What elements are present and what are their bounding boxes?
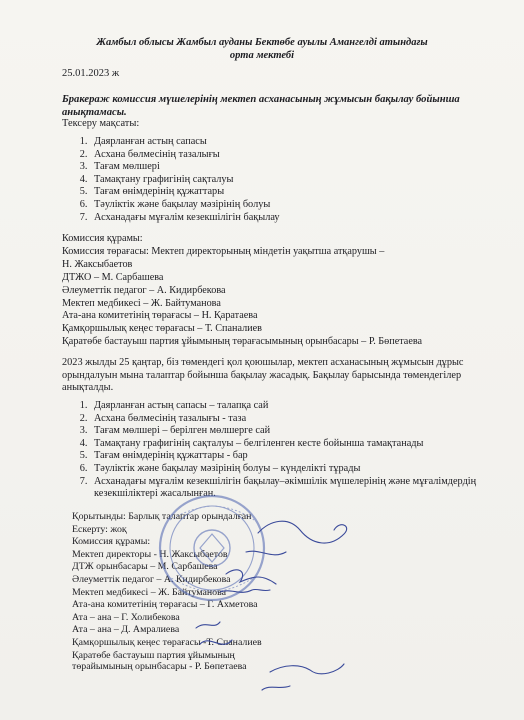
finding-item: 7. Асханадағы мұғалім кезекшілігін бақылау–әкімшілік мүшелерінің және мұғалімдердің кезекшіліктері жасалынған.: [90, 476, 524, 501]
finding-item: 5. Тағам өнімдерінің құжаттары - бар: [90, 450, 524, 463]
goal-item: 2. Асхана бөлмесінің тазалығы: [90, 149, 280, 162]
member-line: ДТЖ орынбасары – М. Сарбашева: [72, 561, 218, 573]
finding-item: 1. Даярланған астың сапасы – талапқа сай: [90, 400, 524, 413]
handwritten-signatures-icon: [196, 521, 347, 690]
commission-line: Ата-ана комитетінің төрағасы – Н. Қаратаева: [62, 310, 258, 322]
conclusion-line: Қорытынды: Барлық талаптар орындалған: [72, 511, 252, 522]
commission-line: Қамқоршылық кеңес төрағасы – Т. Спаналиев: [62, 323, 262, 335]
finding-item: 6. Тәуліктік және бақылау мәзірінің болуы – күнделікті тұрады: [90, 463, 524, 476]
commission-line: Қаратөбе бастауыш партия ұйымының төрағасымының орынбасары – Р. Бөпетаева: [62, 336, 423, 348]
member-line: Ата – ана – Д. Амралиева: [72, 624, 180, 636]
goal-item: 6. Тәуліктік және бақылау мәзірінің болуы: [90, 199, 280, 212]
finding-item: 4. Тамақтану графигінің сақталуы – белгіленген кесте бойынша тамақтанады: [90, 438, 524, 451]
member-line: Ата-ана комитетінің төрағасы – Г. Ахметова: [72, 599, 258, 611]
goal-item: 3. Тағам мөлшері: [90, 161, 280, 174]
goal-item: 1. Даярланған астың сапасы: [90, 136, 280, 149]
member-line: Әлеуметтік педагог – А. Кидирбекова: [72, 573, 231, 585]
member-line: Ата – ана – Г. Холибекова: [72, 611, 180, 623]
goal-item: 4. Тамақтану графигінің сақталуы: [90, 174, 280, 187]
commission-line: Н. Жаксыбаетов: [62, 258, 133, 270]
document-title: Бракераж комиссия мүшелерінің мектеп асханасының жұмысын бақылау бойынша анықтамасы.: [62, 94, 460, 118]
member-line: Қамқоршылық кеңес төрағасы -Т. Спаналиев: [72, 636, 262, 648]
member-line: Мектеп директоры - Н. Жаксыбаетов: [72, 548, 228, 560]
commission-line: Комиссия құрамы:: [62, 233, 143, 244]
members-label: Комиссия құрамы:: [72, 536, 151, 548]
document-date: 25.01.2023 ж: [62, 68, 120, 79]
goal-item: 5. Тағам өнімдерінің құжаттары: [90, 186, 280, 199]
note-line: Ескерту: жоқ: [72, 523, 127, 535]
member-line-last: Қаратөбе бастауыш партия ұйымының төрайымының орынбасары - Р. Бөпетаева: [72, 649, 247, 673]
header-line-2: орта мектебі: [229, 50, 295, 61]
commission-line: Мектеп медбикесі – Ж. Байтуманова: [62, 297, 221, 309]
goal-item: 7. Асханадағы мұғалім кезекшілігін бақылау: [90, 212, 280, 225]
goals-label: Тексеру мақсаты:: [62, 118, 140, 129]
finding-item: 2. Асхана бөлмесінің тазалығы - таза: [90, 413, 524, 426]
inspection-paragraph: 2023 жылды 25 қаңтар, біз төмендегі қол қоюшылар, мектеп асханасының жұмысын дұрыс орындалуын мына талаптар бойынша бақылау жасадық. Бақылау барысында төмендегілер анықталды.: [62, 357, 464, 394]
header-line-1: Жамбыл облысы Жамбыл ауданы Бектөбе ауылы Амангелді атындағы: [96, 37, 428, 48]
official-stamp-icon: [160, 496, 264, 600]
commission-line: ДТЖО – М. Сарбашева: [62, 271, 164, 283]
commission-line: Комиссия төрағасы: Мектеп директорының міндетін уақытша атқарушы –: [62, 245, 385, 257]
finding-item: 3. Тағам мөлшері – берілген мөлшерге сай: [90, 425, 524, 438]
member-line: Мектеп медбикесі – Ж. Байтуманова: [72, 586, 226, 598]
commission-line: Әлеуметтік педагог – А. Кидирбекова: [62, 284, 226, 296]
